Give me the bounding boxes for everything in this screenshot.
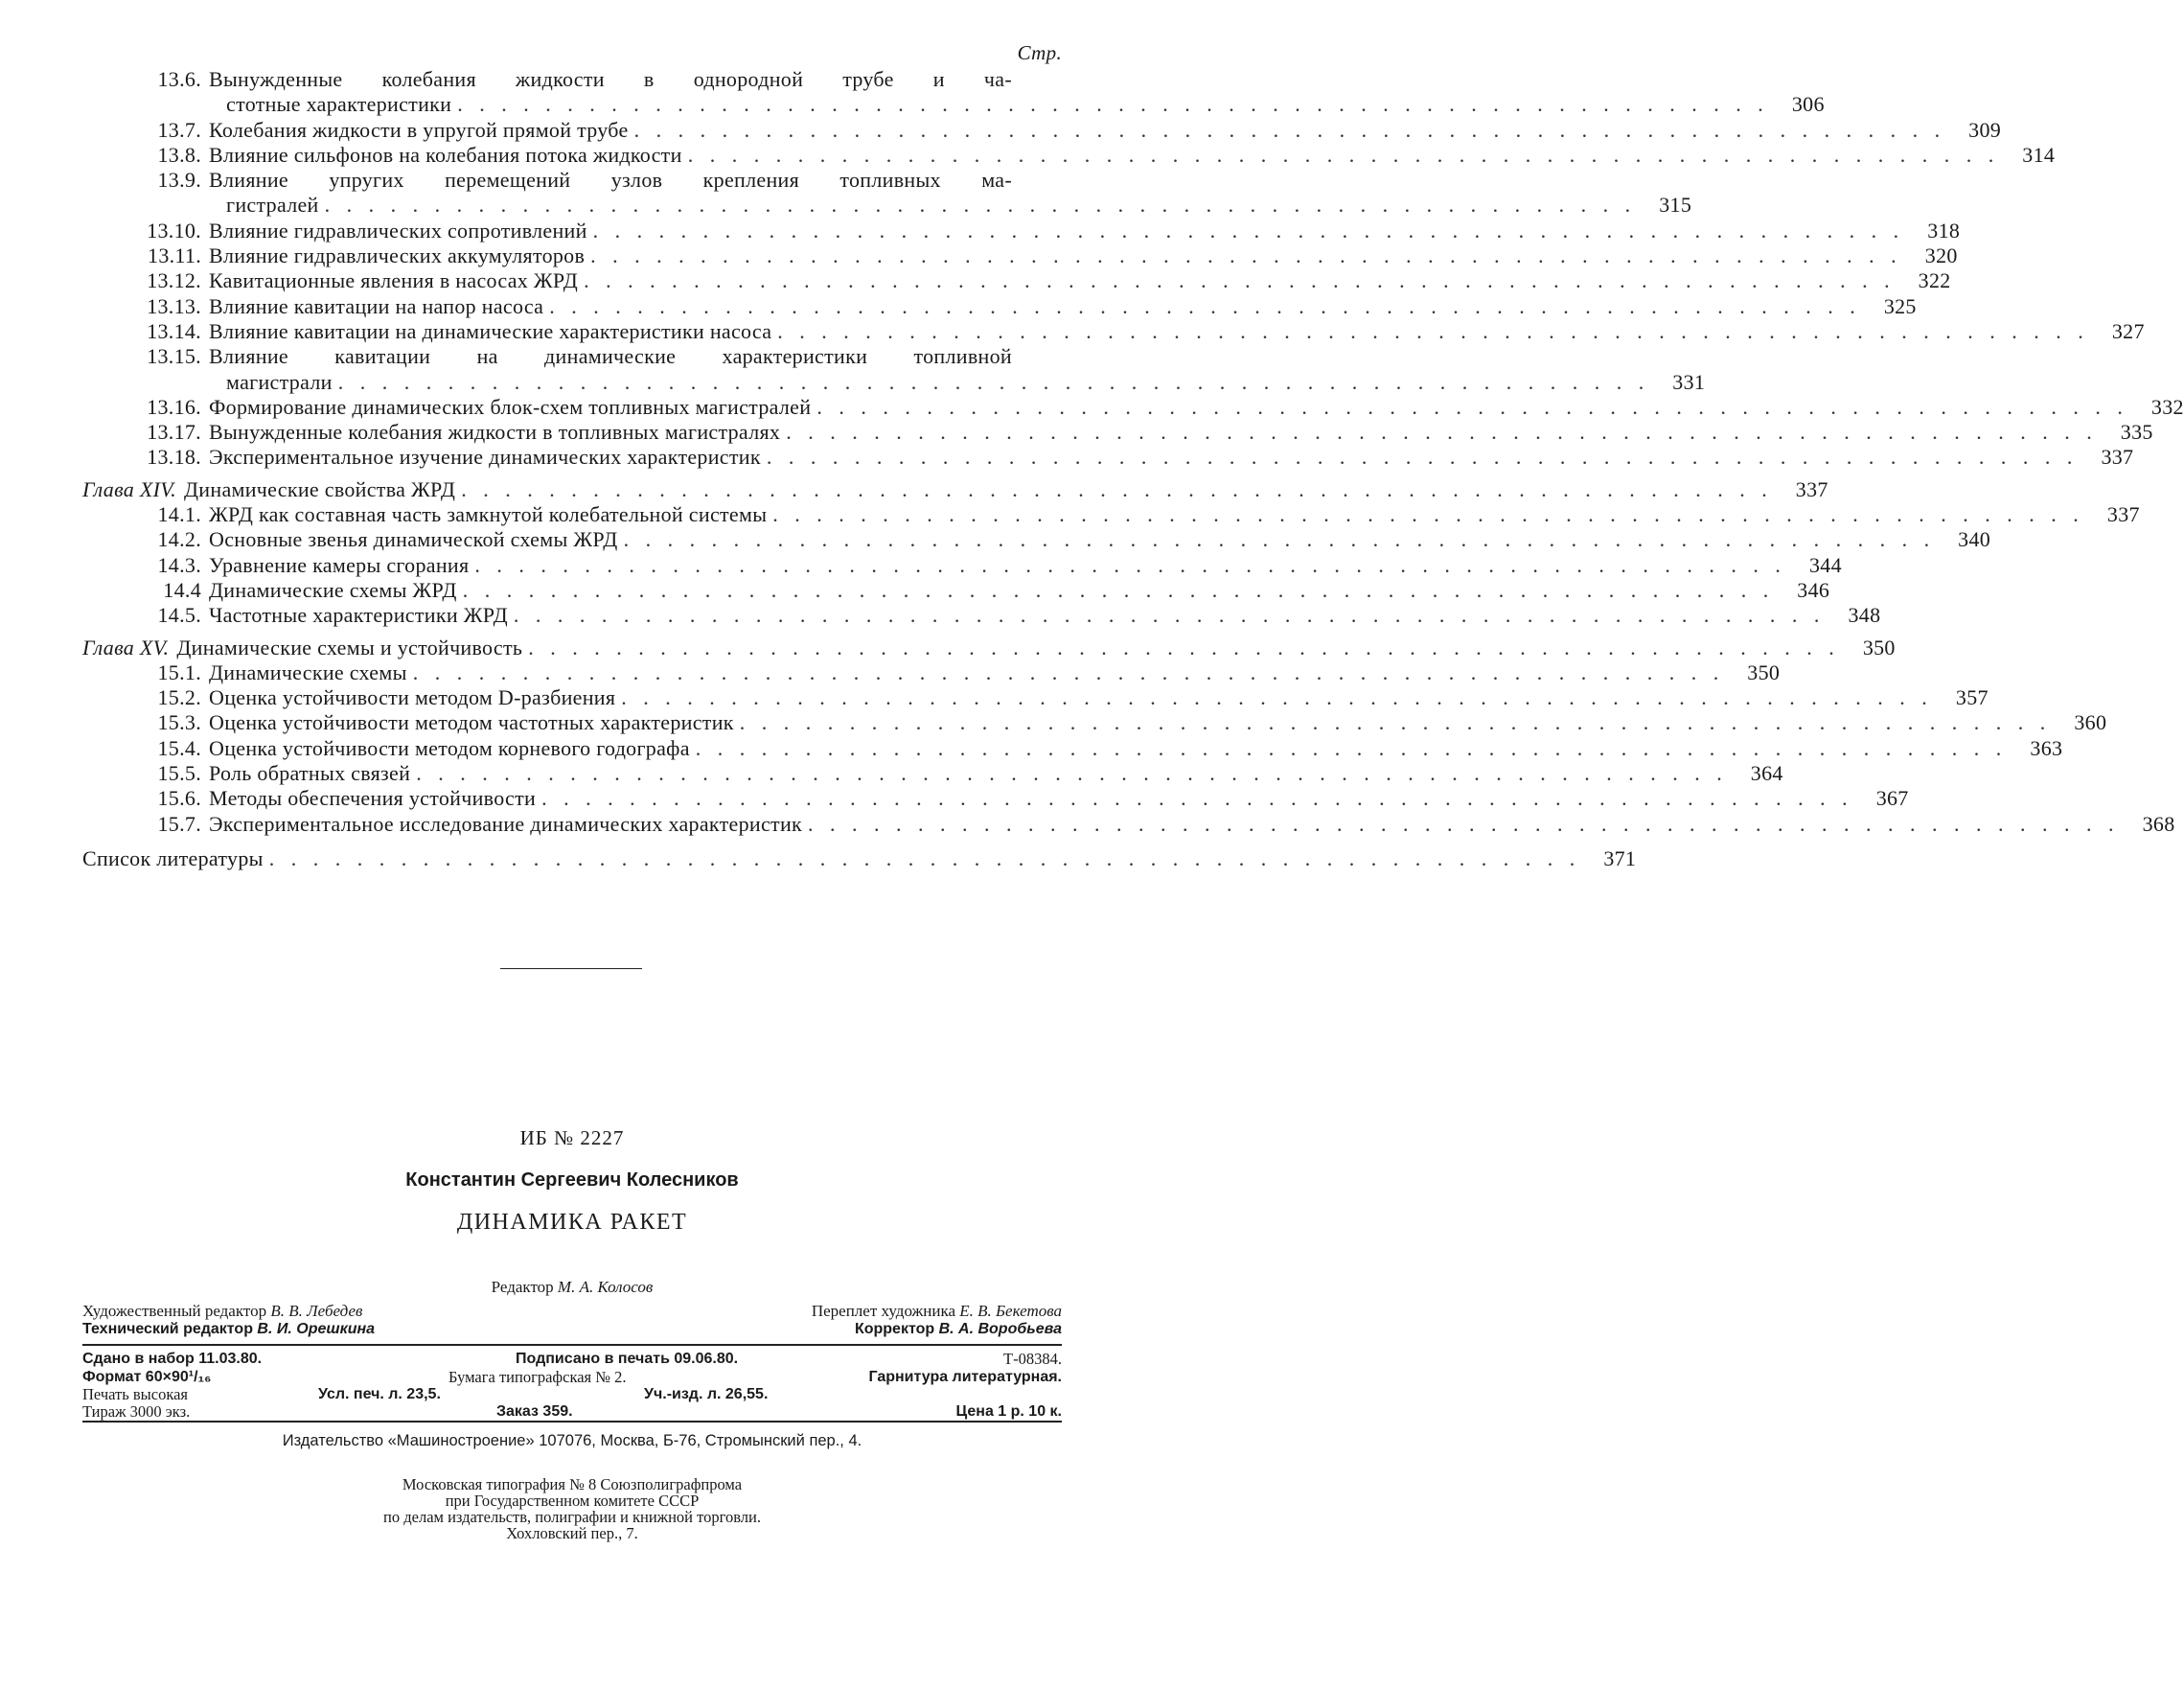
toc-entry-line [209,603,1881,628]
dot-leader [772,502,2084,527]
toc-entry-line [209,293,1917,319]
toc-entry-title: Формирование динамических блок-схем топливных магистралей [209,394,812,419]
toc-section-entry [82,577,1830,603]
dot-leader [325,193,1637,218]
price: Цена 1 р. 10 к. [955,1403,1062,1420]
toc-entry-line [209,344,1062,369]
toc-entry-number: 13.10. [147,218,201,243]
dot-leader [593,219,1905,243]
toc-entry-body [209,552,1842,578]
toc-section-entry [82,786,1909,811]
toc-entry-line [183,476,1828,502]
toc-entry-body [209,811,2175,837]
toc-entry-line [209,369,1706,395]
toc-page-number: 337 [2101,445,2134,470]
toc-page-number: 325 [1883,293,1917,318]
toc-page-number: 371 [1603,845,1637,870]
toc-page-number: 335 [2120,420,2153,445]
binding-label: Переплет художника [811,1302,956,1320]
ib-number: ИБ № 2227 [519,1126,625,1149]
toc-entry-number: 14.3. [157,552,201,577]
toc-entry-title: гистралей [226,193,319,218]
toc-entry-title: Динамические схемы и устойчивость [176,635,523,659]
toc-entry-number: Глава XV. [82,635,170,659]
toc-entry-line [209,193,1692,218]
toc-section-entry [82,268,1951,293]
signed-date: Подписано в печать 09.06.80. [516,1351,739,1367]
toc-entry-title: Список литературы [82,845,264,870]
editor-line [82,1278,1062,1297]
toc-entry-line [209,394,2184,420]
conv-sheets: Усл. печ. л. 23,5. [318,1386,441,1402]
toc-entry-title: Влияние сильфонов на колебания потока жидкости [209,142,682,167]
order-number: Заказ 359. [496,1403,573,1420]
toc-entry-line [209,168,1062,193]
dot-leader [696,736,2008,761]
toc-entry-number: 14.4 [163,577,201,602]
toc-entry-number: 15.2. [157,685,201,710]
toc-entry-line [209,659,1781,685]
toc-entry-body [209,527,1991,552]
dot-leader [777,319,2089,344]
toc-entry-title: Методы обеспечения устойчивости [209,786,537,811]
print-code: Т-08384. [1003,1350,1062,1368]
toc-entry-number: 13.8. [157,142,201,167]
toc-entry-body [209,685,1989,710]
toc-entry-body [176,635,1896,660]
toc-page-number: 363 [2030,735,2063,760]
toc-entry-body [209,268,1951,293]
toc-page-number: 320 [1924,243,1958,268]
toc-section-entry [82,761,1783,786]
art-editor-name: В. В. Лебедев [270,1302,363,1320]
table-of-contents [82,38,2184,871]
dot-leader [584,268,1896,293]
toc-entry-body [209,420,2153,445]
toc-entry-line [209,786,1909,811]
dot-leader [514,603,1826,628]
book-title: ДИНАМИКА РАКЕТ [456,1210,688,1235]
toc-entry-line [209,527,1991,552]
toc-entry-body [209,603,1881,628]
toc-references-entry [82,845,1637,871]
toc-page-number: 306 [1791,92,1825,117]
toc-page-number: 322 [1918,268,1951,293]
corrector-label: Корректор [854,1321,935,1337]
dot-leader [740,710,2052,735]
toc-entry-number: 13.7. [157,117,201,142]
toc-entry-number: 14.1. [157,502,201,527]
toc-entry-body [209,142,2056,168]
printer-block [82,1476,1062,1541]
toc-entry-number: 13.6. [157,67,201,91]
print-data-block [82,1350,1062,1426]
printer-line: по делам издательств, полиграфии и книжной торговли. [383,1508,761,1526]
dot-leader [688,143,2000,168]
toc-section-entry [82,527,1991,552]
dot-leader [474,553,1786,578]
toc-entry-title: Оценка устойчивости методом частотных характеристик [209,710,734,735]
toc-page-number: 357 [1955,685,1989,710]
credits-block [82,1302,1062,1338]
toc-page-number: 348 [1848,603,1881,628]
dot-leader [816,395,2128,420]
toc-entry-number: 14.2. [157,527,201,552]
toc-entry-number: 14.5. [157,603,201,628]
toc-entry-line [209,735,2063,761]
section-divider [500,968,642,969]
toc-entry-title: Влияние упругих перемещений узлов крепления топливных ма- [209,168,1012,193]
toc-section-entry [82,603,1881,628]
printing-method: Печать высокая [82,1385,189,1403]
toc-entry-line [209,142,2056,168]
toc-entry-body [209,394,2184,420]
toc-entry-line [209,67,1062,92]
toc-section-entry [82,117,2002,143]
toc-entry-title: Роль обратных связей [209,761,411,786]
toc-entry-line [209,761,1783,786]
art-editor [82,1302,362,1320]
toc-entry-body [183,476,1828,502]
toc-entry-title: Динамические схемы ЖРД [209,577,457,602]
toc-page-number: 360 [2074,710,2107,735]
toc-section-entry [82,685,1989,710]
toc-entry-title: Кавитационные явления в насосах ЖРД [209,268,579,293]
toc-page-number: 350 [1862,635,1896,659]
toc-page-number: 350 [1747,659,1781,684]
toc-page-number: 340 [1958,527,1991,552]
toc-entry-title: магистрали [226,369,333,394]
dot-leader [463,578,1775,603]
top-rule [82,1344,1062,1346]
printer-line: Хохловский пер., 7. [506,1524,638,1542]
toc-entry-body [209,293,1917,319]
binding-artist [812,1302,1062,1320]
toc-entry-title: ЖРД как составная часть замкнутой колебательной системы [209,502,768,527]
toc-entry-body [209,67,1825,118]
format: Формат 60×90¹/₁₆ [82,1369,212,1385]
tech-editor [82,1320,375,1338]
dot-leader [413,660,1725,685]
editor-label: Редактор [491,1278,554,1296]
tech-editor-name: В. И. Орешкина [257,1321,376,1337]
toc-entry-title: Влияние кавитации на динамические характеристики топливной [209,344,1012,369]
toc-entry-title: Вынужденные колебания жидкости в однородной трубе и ча- [209,67,1012,91]
toc-entry-body [209,786,1909,811]
toc-entry-title: Основные звенья динамической схемы ЖРД [209,527,618,552]
toc-page-number: 344 [1809,552,1842,577]
toc-entry-line [176,635,1896,660]
corrector [855,1320,1062,1338]
toc-section-entry [82,394,2184,420]
page-column-header: Стр. [1017,41,1062,64]
toc-entry-title: Динамические свойства ЖРД [183,476,456,501]
toc-page-number: 367 [1875,786,1909,811]
toc-entry-number: 13.18. [147,445,201,470]
toc-page-number: 368 [2142,811,2175,836]
submitted-date: Сдано в набор 11.03.80. [82,1351,263,1367]
toc-entry-body [209,735,2063,761]
tech-editor-label: Технический редактор [82,1321,253,1337]
toc-page-number: 331 [1672,369,1706,394]
toc-entry-title: Вынужденные колебания жидкости в топливных магистралях [209,420,781,445]
toc-section-entry [82,710,2107,735]
toc-entry-line [209,577,1830,603]
toc-entry-body [82,845,1637,871]
toc-entry-body [209,117,2002,143]
toc-page-number: 346 [1797,577,1830,602]
toc-entry-line [209,243,1958,268]
credits-row [82,1302,1062,1320]
toc-entry-title: стотные характеристики [226,92,452,117]
toc-entry-number: 13.11. [148,243,201,268]
toc-entry-number: 13.17. [147,420,201,445]
toc-entry-line [209,92,1825,117]
toc-entry-title: Частотные характеристики ЖРД [209,603,508,628]
toc-section-entry [82,318,2145,344]
dot-leader [528,636,1840,660]
binding-name: Е. В. Бекетова [959,1302,1062,1320]
dot-leader [634,118,1946,143]
toc-entry-line [209,420,2153,445]
toc-entry-body [209,168,1692,219]
toc-entry-number: 13.13. [147,293,201,318]
toc-section-entry [82,218,1961,243]
toc-chapter-entry [82,476,1828,502]
dot-leader [624,527,1936,552]
toc-entry-body [209,318,2145,344]
toc-page-number: 337 [1795,476,1828,501]
toc-entry-title: Динамические схемы [209,659,407,684]
pub-sheets: Уч.-изд. л. 26,55. [644,1386,769,1402]
toc-page-number: 332 [2150,394,2184,419]
toc-entry-title: Экспериментальное изучение динамических характеристик [209,445,761,470]
toc-section-entry [82,168,1692,219]
dot-leader [786,420,2098,445]
art-editor-label: Художественный редактор [82,1302,267,1320]
dot-leader [808,812,2120,837]
toc-section-entry [82,659,1781,685]
dot-leader [590,243,1902,268]
toc-section-entry [82,420,2153,445]
typeface: Гарнитура литературная. [868,1369,1062,1385]
dot-leader [549,294,1861,319]
toc-entry-number: 15.6. [157,786,201,811]
toc-entry-line [82,845,1637,871]
toc-entry-line [209,811,2175,837]
toc-entry-line [209,117,2002,143]
toc-section-entry [82,811,2175,837]
toc-entry-title: Влияние кавитации на напор насоса [209,293,544,318]
editor-name: М. А. Колосов [557,1278,654,1296]
toc-section-entry [82,344,1706,395]
toc-entry-line [209,710,2107,735]
toc-entry-title: Влияние гидравлических аккумуляторов [209,243,586,268]
toc-section-entry [82,735,2063,761]
toc-page-number: 327 [2111,318,2145,343]
toc-section-entry [82,445,2134,470]
toc-entry-line [209,552,1842,578]
toc-entry-line [209,445,2134,470]
toc-page-number: 364 [1750,761,1783,786]
printer-line: при Государственном комитете СССР [445,1492,700,1510]
toc-entry-number: 13.9. [157,168,201,193]
toc-entry-number: 15.3. [157,710,201,735]
publisher-line: Издательство «Машиностроение» 107076, Москва, Б-76, Стромынский пер., 4. [282,1432,862,1449]
toc-entry-number: Глава XIV. [82,476,176,501]
toc-entry-number: 13.14. [147,318,201,343]
toc-page-number: 309 [1968,117,2002,142]
toc-entry-body [209,659,1781,685]
author-name: Константин Сергеевич Колесников [405,1169,739,1191]
printer-line: Московская типография № 8 Союзполиграфпрома [402,1475,743,1493]
toc-entry-body [209,761,1783,786]
toc-entry-title: Оценка устойчивости методом корневого годографа [209,735,690,760]
toc-entry-number: 15.7. [157,811,201,836]
dot-leader [338,370,1650,395]
toc-page-number: 315 [1659,193,1692,218]
toc-entry-body [209,502,2140,527]
dot-leader [457,92,1769,117]
toc-entry-title: Экспериментальное исследование динамических характеристик [209,811,803,836]
toc-entry-body [209,218,1961,243]
toc-entry-title: Влияние кавитации на динамические характеристики насоса [209,318,772,343]
dot-leader [621,685,1933,710]
toc-section-entry [82,142,2056,168]
toc-section-entry [82,293,1917,319]
toc-entry-body [209,445,2134,470]
toc-entry-body [209,710,2107,735]
toc-entry-line [209,268,1951,293]
toc-page-number: 314 [2022,142,2056,167]
toc-entry-number: 13.12. [147,268,201,293]
bottom-rule [82,1421,1062,1423]
toc-chapter-entry [82,635,1896,660]
toc-page-number: 337 [2106,502,2140,527]
toc-entry-body [209,243,1958,268]
print-run: Тираж 3000 экз. [82,1402,191,1421]
toc-section-entry [82,67,1825,118]
toc-entry-title: Оценка устойчивости методом D-разбиения [209,685,616,710]
toc-entry-line [209,318,2145,344]
toc-entry-body [209,344,1706,395]
toc-page-number: 318 [1927,218,1961,243]
corrector-name: В. А. Воробьева [938,1321,1062,1337]
toc-entry-number: 15.5. [157,761,201,786]
dot-leader [269,846,1581,871]
toc-entry-line [209,218,1961,243]
toc-section-entry [82,552,1842,578]
toc-entries [82,67,2184,871]
toc-entry-line [209,502,2140,527]
toc-entry-title: Влияние гидравлических сопротивлений [209,218,587,243]
toc-entry-number: 15.4. [157,735,201,760]
credits-row [82,1320,1062,1338]
toc-section-entry [82,502,2140,527]
dot-leader [541,786,1853,811]
toc-entry-line [209,685,1989,710]
toc-entry-title: Уравнение камеры сгорания [209,552,470,577]
toc-section-entry [82,243,1958,268]
paper: Бумага типографская № 2. [448,1368,627,1386]
dot-leader [461,477,1773,502]
toc-entry-number: 15.1. [157,659,201,684]
toc-entry-title: Колебания жидкости в упругой прямой трубе [209,117,629,142]
toc-entry-number: 13.15. [147,344,201,369]
toc-entry-number: 13.16. [147,394,201,419]
dot-leader [416,761,1728,786]
dot-leader [767,445,2079,470]
toc-entry-body [209,577,1830,603]
